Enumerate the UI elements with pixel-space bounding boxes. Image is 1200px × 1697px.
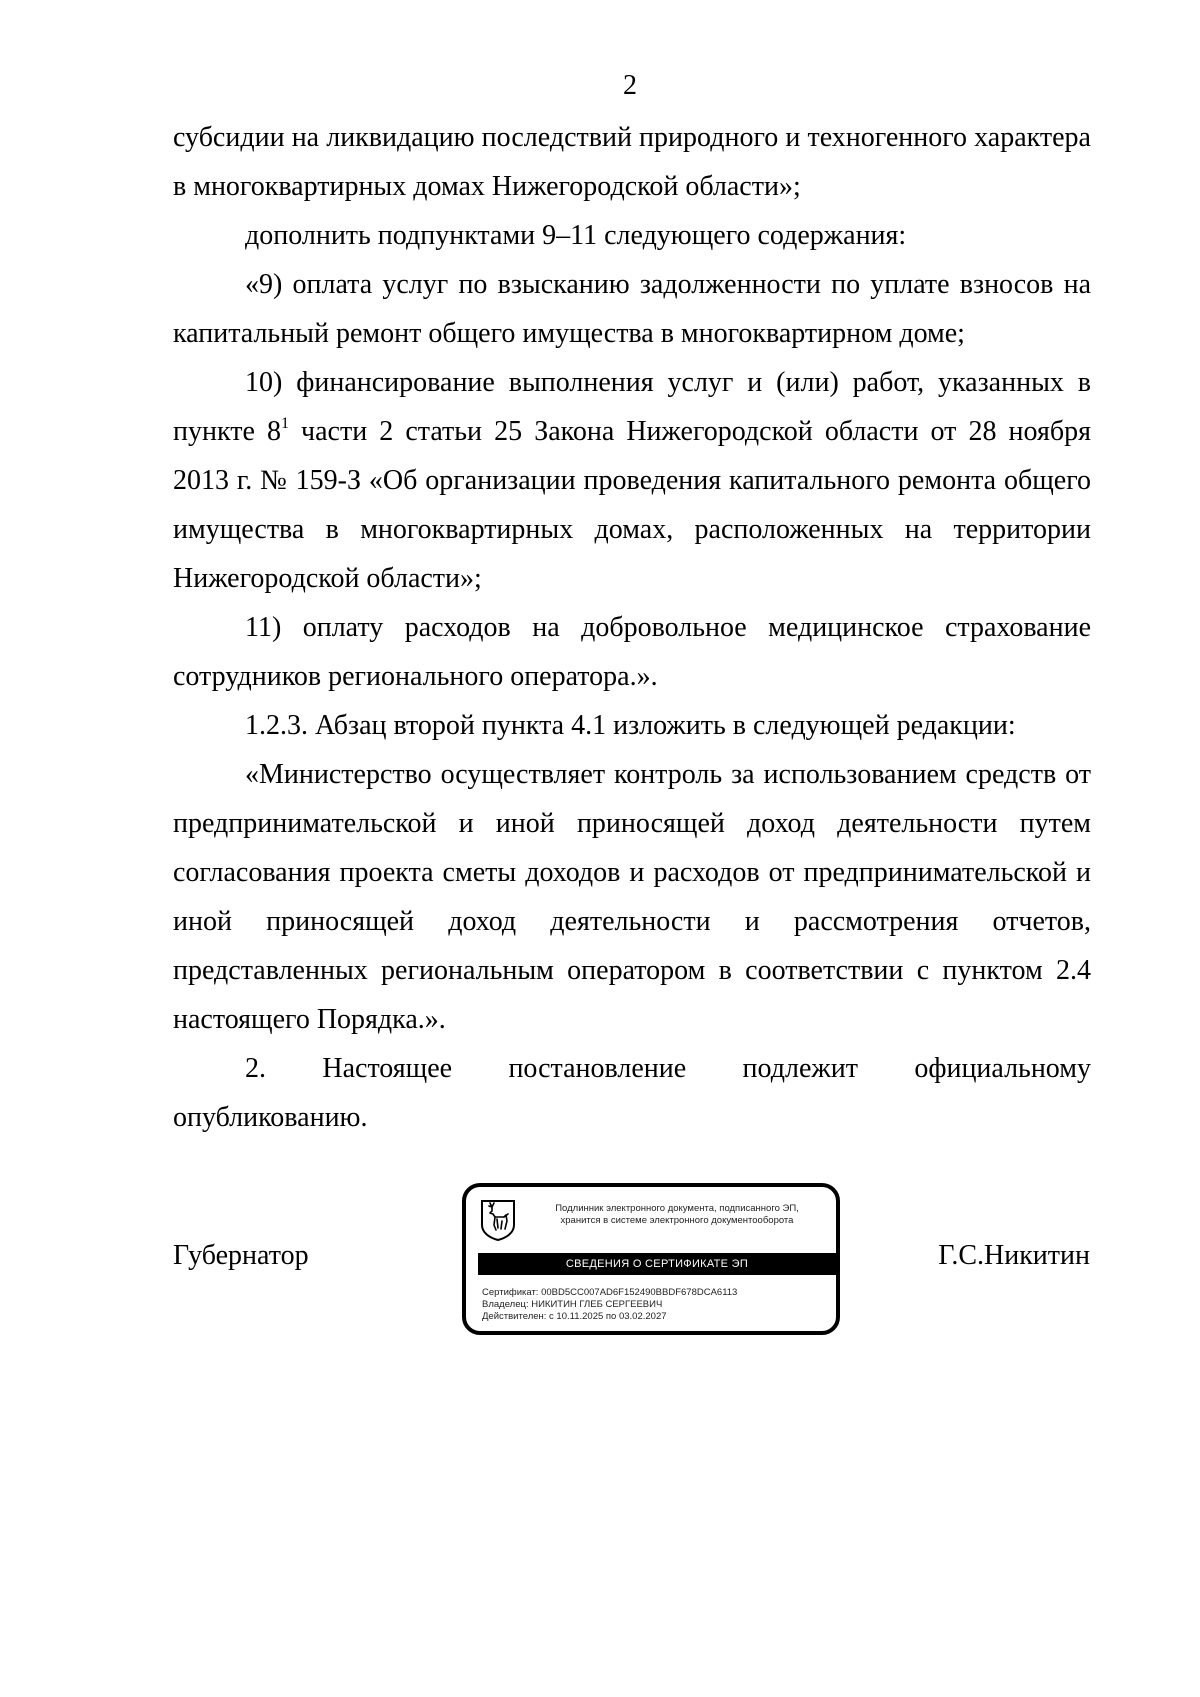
item-10-superscript: 1 bbox=[280, 415, 289, 432]
page-number: 2 bbox=[623, 70, 637, 101]
stamp-title-bar: СВЕДЕНИЯ О СЕРТИФИКАТЕ ЭП bbox=[478, 1253, 836, 1275]
stamp-certificate-number: Сертификат: 00BD5CC007AD6F152490BBDF678DCA6113 bbox=[482, 1287, 738, 1298]
item-10-text-end: части 2 статьи 25 Закона Нижегородской области от 28 ноября 2013 г. № 159-З «Об организации проведения капитального ремонта общего имущества в многоквартирных домах, расположенных на территории Нижегородской области»; bbox=[173, 416, 1091, 594]
deer-coat-of-arms-icon bbox=[480, 1199, 516, 1241]
paragraph-item-10 bbox=[173, 358, 1091, 603]
document-body bbox=[173, 113, 1091, 1142]
signatory-name: Г.С.Никитин bbox=[938, 1240, 1090, 1271]
signatory-position: Губернатор bbox=[173, 1240, 309, 1271]
stamp-header bbox=[522, 1203, 832, 1227]
paragraph-1-2-3: 1.2.3. Абзац второй пункта 4.1 изложить в следующей редакции: bbox=[245, 710, 1016, 741]
stamp-certificate-details bbox=[482, 1287, 737, 1323]
stamp-validity: Действителен: с 10.11.2025 по 03.02.2027 bbox=[482, 1311, 667, 1322]
paragraph-subsidies: субсидии на ликвидацию последствий природного и техногенного характера в многоквартирных домах Нижегородской области»; bbox=[173, 122, 1091, 202]
paragraph-add-subitems: дополнить подпунктами 9–11 следующего содержания: bbox=[245, 220, 907, 251]
stamp-header-line-1: Подлинник электронного документа, подписанного ЭП, bbox=[555, 1203, 799, 1214]
paragraph-ministry-control: «Министерство осуществляет контроль за использованием средств от предпринимательской и иной приносящей доход деятельности путем согласования проекта сметы доходов и расходов от предпринимательской и иной приносящей доход деятельности и рассмотрения отчетов, представленных региональным оператором в соответствии с пунктом 2.4 настоящего Порядка.». bbox=[173, 759, 1091, 1035]
item-10-text-start: 10) финансирование выполнения услуг и (или) работ, указанных в пункте 8 bbox=[173, 367, 1091, 447]
stamp-owner: Владелец: НИКИТИН ГЛЕБ СЕРГЕЕВИЧ bbox=[482, 1299, 663, 1310]
paragraph-publication: 2. Настоящее постановление подлежит официальному опубликованию. bbox=[173, 1053, 1091, 1133]
electronic-signature-stamp bbox=[462, 1183, 840, 1335]
paragraph-item-9: «9) оплата услуг по взысканию задолженности по уплате взносов на капитальный ремонт общего имущества в многоквартирном доме; bbox=[173, 269, 1091, 349]
paragraph-item-11: 11) оплату расходов на добровольное медицинское страхование сотрудников регионального оператора.». bbox=[173, 612, 1091, 692]
stamp-header-line-2: хранится в системе электронного документооборота bbox=[560, 1215, 794, 1226]
